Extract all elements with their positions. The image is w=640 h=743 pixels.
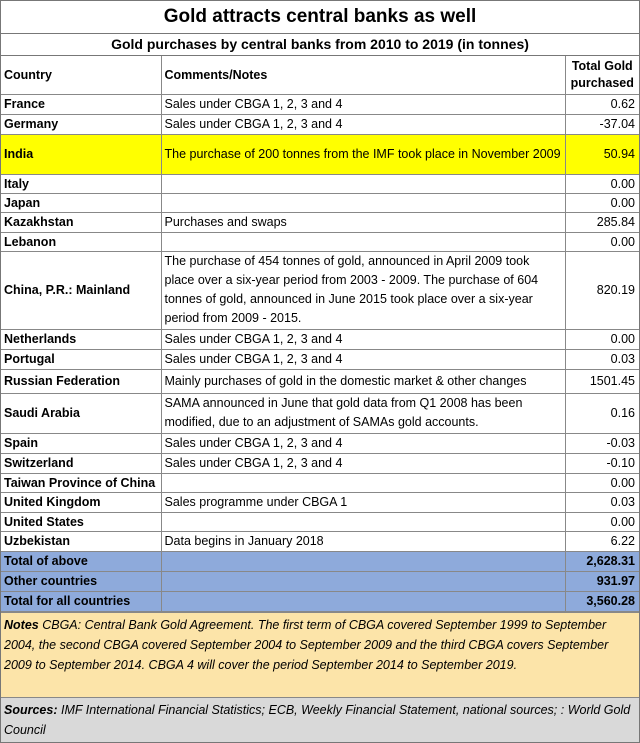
- country-cell: France: [1, 94, 161, 114]
- country-cell: Italy: [1, 174, 161, 193]
- notes-cell: Sales under CBGA 1, 2, 3 and 4: [161, 433, 565, 453]
- value-cell: 0.00: [565, 193, 639, 212]
- notes-cell: Sales under CBGA 1, 2, 3 and 4: [161, 329, 565, 349]
- notes-cell: Sales under CBGA 1, 2, 3 and 4: [161, 94, 565, 114]
- country-cell: Switzerland: [1, 453, 161, 473]
- total-header-line2: purchased: [570, 75, 634, 90]
- notes-box: [1, 612, 639, 697]
- table-row: [1, 531, 639, 551]
- notes-cell: [161, 512, 565, 531]
- value-cell: 0.03: [565, 492, 639, 512]
- total-label-cell: Total of above: [1, 551, 161, 571]
- country-cell: Japan: [1, 193, 161, 212]
- table-row: [1, 232, 639, 251]
- total-label-cell: Total for all countries: [1, 591, 161, 611]
- notes-cell: The purchase of 454 tonnes of gold, announced in April 2009 took place over a six-year period from 2003 - 2009. The purchase of 604 tonnes of gold, announced in June 2015 took place over a six-year period from 2009 - 2015.: [161, 251, 565, 329]
- total-value-cell: 3,560.28: [565, 591, 639, 611]
- total-notes-cell: [161, 551, 565, 571]
- notes-cell: Sales programme under CBGA 1: [161, 492, 565, 512]
- country-cell: Russian Federation: [1, 369, 161, 393]
- country-cell: Spain: [1, 433, 161, 453]
- total-row: [1, 591, 639, 611]
- value-cell: 0.00: [565, 329, 639, 349]
- table-row: [1, 94, 639, 114]
- value-cell: -37.04: [565, 114, 639, 134]
- sources-box: [1, 697, 639, 743]
- notes-cell: Data begins in January 2018: [161, 531, 565, 551]
- table-row: [1, 473, 639, 492]
- sheet-title: Gold attracts central banks as well: [1, 1, 639, 34]
- country-cell: Portugal: [1, 349, 161, 369]
- table-row: [1, 433, 639, 453]
- notes-cell: SAMA announced in June that gold data from Q1 2008 has been modified, due to an adjustment of SAMAs gold accounts.: [161, 393, 565, 433]
- notes-cell: Mainly purchases of gold in the domestic market & other changes: [161, 369, 565, 393]
- total-row: [1, 551, 639, 571]
- notes-cell: Sales under CBGA 1, 2, 3 and 4: [161, 349, 565, 369]
- total-row: [1, 571, 639, 591]
- value-cell: 0.00: [565, 174, 639, 193]
- value-cell: 820.19: [565, 251, 639, 329]
- country-cell: Germany: [1, 114, 161, 134]
- total-rows: [1, 551, 639, 611]
- value-cell: 0.00: [565, 232, 639, 251]
- sources-text: IMF International Financial Statistics; ECB, Weekly Financial Statement, national sources; : World Gold Council: [4, 702, 631, 737]
- total-notes-cell: [161, 571, 565, 591]
- table-row: [1, 193, 639, 212]
- total-header-line1: Total Gold: [571, 58, 633, 73]
- country-cell: Saudi Arabia: [1, 393, 161, 433]
- notes-cell: The purchase of 200 tonnes from the IMF took place in November 2009: [161, 134, 565, 174]
- country-cell: Taiwan Province of China: [1, 473, 161, 492]
- table-row: [1, 134, 639, 174]
- gold-purchases-table: [1, 56, 639, 612]
- value-cell: 0.03: [565, 349, 639, 369]
- table-row: [1, 212, 639, 232]
- total-label-cell: Other countries: [1, 571, 161, 591]
- value-cell: 0.00: [565, 512, 639, 531]
- country-cell: United Kingdom: [1, 492, 161, 512]
- table-row: [1, 114, 639, 134]
- total-notes-cell: [161, 591, 565, 611]
- table-row: [1, 492, 639, 512]
- notes-cell: [161, 232, 565, 251]
- country-cell: Netherlands: [1, 329, 161, 349]
- notes-column-header: Comments/Notes: [161, 56, 565, 94]
- total-column-header: [565, 56, 639, 94]
- value-cell: -0.10: [565, 453, 639, 473]
- table-row: [1, 329, 639, 349]
- total-value-cell: 931.97: [565, 571, 639, 591]
- table-row: [1, 393, 639, 433]
- value-cell: 0.16: [565, 393, 639, 433]
- notes-text: CBGA: Central Bank Gold Agreement. The first term of CBGA covered September 1999 to September 2004, the second CBGA covered September 2004 to September 2009 and the third CBGA covers September 2009 to September 2014. CBGA 4 will cover the period September 2014 to September 2019.: [4, 617, 609, 672]
- country-column-header: Country: [1, 56, 161, 94]
- notes-cell: [161, 193, 565, 212]
- value-cell: 0.62: [565, 94, 639, 114]
- country-cell: India: [1, 134, 161, 174]
- table-row: [1, 349, 639, 369]
- value-cell: 6.22: [565, 531, 639, 551]
- table-row: [1, 251, 639, 329]
- value-cell: 50.94: [565, 134, 639, 174]
- notes-cell: Sales under CBGA 1, 2, 3 and 4: [161, 114, 565, 134]
- value-cell: 0.00: [565, 473, 639, 492]
- notes-cell: [161, 174, 565, 193]
- notes-label: Notes: [4, 617, 39, 632]
- table-row: [1, 512, 639, 531]
- country-cell: Kazakhstan: [1, 212, 161, 232]
- country-cell: Uzbekistan: [1, 531, 161, 551]
- sources-label: Sources:: [4, 702, 58, 717]
- table-row: [1, 453, 639, 473]
- value-cell: -0.03: [565, 433, 639, 453]
- notes-cell: [161, 473, 565, 492]
- table-row: [1, 174, 639, 193]
- country-rows: [1, 94, 639, 551]
- country-cell: Lebanon: [1, 232, 161, 251]
- table-row: [1, 369, 639, 393]
- country-cell: United States: [1, 512, 161, 531]
- country-cell: China, P.R.: Mainland: [1, 251, 161, 329]
- value-cell: 285.84: [565, 212, 639, 232]
- notes-cell: Sales under CBGA 1, 2, 3 and 4: [161, 453, 565, 473]
- value-cell: 1501.45: [565, 369, 639, 393]
- notes-cell: Purchases and swaps: [161, 212, 565, 232]
- sheet-subtitle: Gold purchases by central banks from 2010 to 2019 (in tonnes): [1, 34, 639, 56]
- total-value-cell: 2,628.31: [565, 551, 639, 571]
